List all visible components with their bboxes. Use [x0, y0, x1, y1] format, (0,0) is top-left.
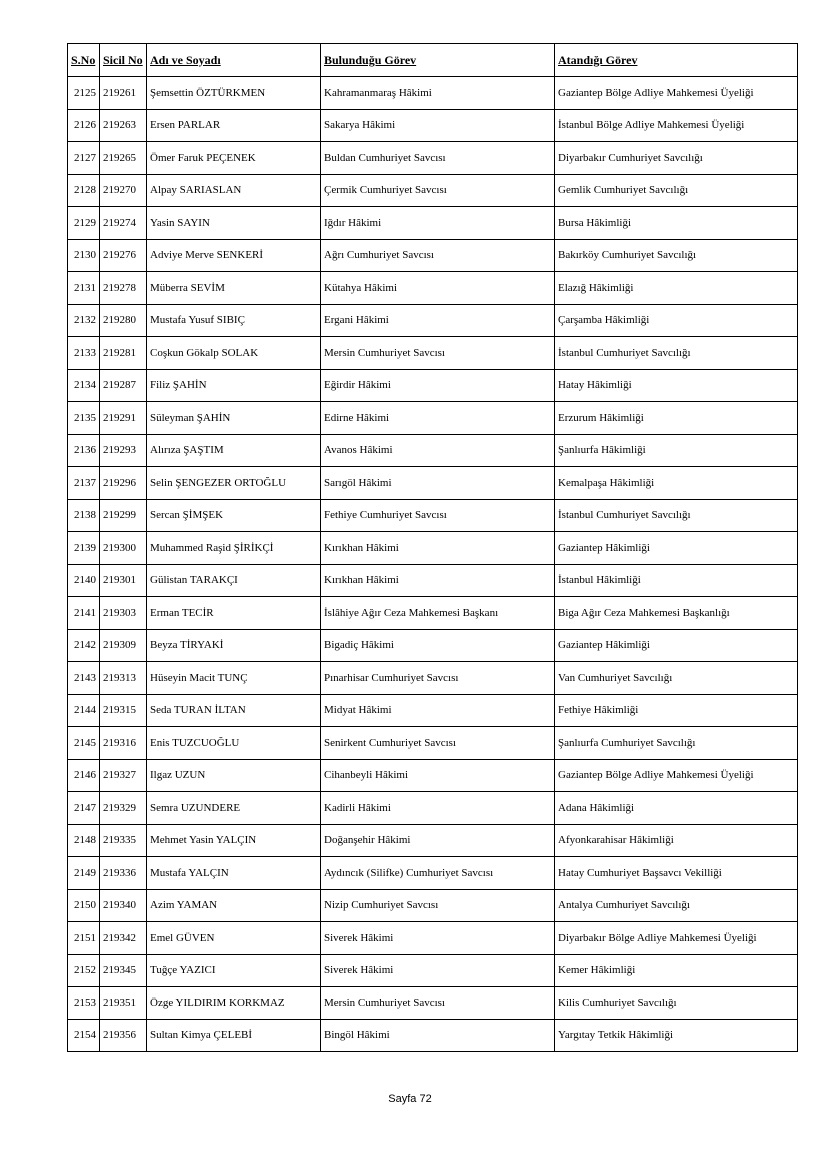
cell-sicil: 219300: [100, 532, 147, 565]
cell-assigned-position: Antalya Cumhuriyet Savcılığı: [555, 889, 798, 922]
cell-sicil: 219335: [100, 824, 147, 857]
appointments-table: [67, 43, 798, 1052]
cell-assigned-position: Adana Hâkimliği: [555, 792, 798, 825]
cell-sno: 2134: [68, 369, 100, 402]
cell-current-position: Siverek Hâkimi: [321, 954, 555, 987]
cell-name: Sercan ŞİMŞEK: [147, 499, 321, 532]
cell-sicil: 219345: [100, 954, 147, 987]
cell-current-position: Nizip Cumhuriyet Savcısı: [321, 889, 555, 922]
cell-sicil: 219293: [100, 434, 147, 467]
cell-assigned-position: Hatay Cumhuriyet Başsavcı Vekilliği: [555, 857, 798, 890]
cell-assigned-position: Gemlik Cumhuriyet Savcılığı: [555, 174, 798, 207]
cell-sicil: 219313: [100, 662, 147, 695]
cell-current-position: Senirkent Cumhuriyet Savcısı: [321, 727, 555, 760]
cell-current-position: Doğanşehir Hâkimi: [321, 824, 555, 857]
cell-name: Mehmet Yasin YALÇIN: [147, 824, 321, 857]
cell-current-position: Aydıncık (Silifke) Cumhuriyet Savcısı: [321, 857, 555, 890]
cell-current-position: İslâhiye Ağır Ceza Mahkemesi Başkanı: [321, 597, 555, 630]
cell-name: Enis TUZCUOĞLU: [147, 727, 321, 760]
cell-sicil: 219336: [100, 857, 147, 890]
cell-sicil: 219280: [100, 304, 147, 337]
cell-sno: 2146: [68, 759, 100, 792]
table-row: [68, 759, 798, 792]
cell-name: Alırıza ŞAŞTIM: [147, 434, 321, 467]
cell-sno: 2154: [68, 1019, 100, 1052]
cell-name: Muhammed Raşid ŞİRİKÇİ: [147, 532, 321, 565]
table-row: [68, 142, 798, 175]
cell-name: Sultan Kimya ÇELEBİ: [147, 1019, 321, 1052]
cell-assigned-position: Afyonkarahisar Hâkimliği: [555, 824, 798, 857]
table-row: [68, 77, 798, 110]
cell-name: Beyza TİRYAKİ: [147, 629, 321, 662]
cell-sicil: 219265: [100, 142, 147, 175]
table-body: [68, 77, 798, 1052]
cell-current-position: Buldan Cumhuriyet Savcısı: [321, 142, 555, 175]
cell-assigned-position: Fethiye Hâkimliği: [555, 694, 798, 727]
table-row: [68, 109, 798, 142]
cell-sno: 2131: [68, 272, 100, 305]
cell-assigned-position: Kemer Hâkimliği: [555, 954, 798, 987]
cell-sicil: 219351: [100, 987, 147, 1020]
table-row: [68, 629, 798, 662]
cell-sno: 2152: [68, 954, 100, 987]
cell-sicil: 219274: [100, 207, 147, 240]
cell-name: Seda TURAN İLTAN: [147, 694, 321, 727]
cell-sno: 2148: [68, 824, 100, 857]
cell-sicil: 219276: [100, 239, 147, 272]
cell-name: Gülistan TARAKÇI: [147, 564, 321, 597]
cell-current-position: Mersin Cumhuriyet Savcısı: [321, 987, 555, 1020]
cell-assigned-position: Erzurum Hâkimliği: [555, 402, 798, 435]
cell-sno: 2151: [68, 922, 100, 955]
cell-sno: 2136: [68, 434, 100, 467]
table-row: [68, 694, 798, 727]
header-sno: S.No: [68, 44, 100, 77]
cell-sicil: 219261: [100, 77, 147, 110]
cell-assigned-position: Şanlıurfa Cumhuriyet Savcılığı: [555, 727, 798, 760]
cell-assigned-position: Van Cumhuriyet Savcılığı: [555, 662, 798, 695]
cell-current-position: Cihanbeyli Hâkimi: [321, 759, 555, 792]
cell-name: Adviye Merve SENKERİ: [147, 239, 321, 272]
cell-sicil: 219296: [100, 467, 147, 500]
cell-name: Müberra SEVİM: [147, 272, 321, 305]
cell-current-position: Çermik Cumhuriyet Savcısı: [321, 174, 555, 207]
cell-assigned-position: Yargıtay Tetkik Hâkimliği: [555, 1019, 798, 1052]
cell-sno: 2127: [68, 142, 100, 175]
cell-name: Mustafa Yusuf SIBIÇ: [147, 304, 321, 337]
cell-assigned-position: Gaziantep Bölge Adliye Mahkemesi Üyeliği: [555, 759, 798, 792]
cell-assigned-position: Gaziantep Bölge Adliye Mahkemesi Üyeliği: [555, 77, 798, 110]
cell-sicil: 219309: [100, 629, 147, 662]
cell-current-position: Sakarya Hâkimi: [321, 109, 555, 142]
cell-assigned-position: Diyarbakır Cumhuriyet Savcılığı: [555, 142, 798, 175]
cell-sno: 2149: [68, 857, 100, 890]
cell-name: Ilgaz UZUN: [147, 759, 321, 792]
cell-current-position: Kırıkhan Hâkimi: [321, 564, 555, 597]
cell-assigned-position: Bursa Hâkimliği: [555, 207, 798, 240]
cell-sicil: 219342: [100, 922, 147, 955]
table-row: [68, 987, 798, 1020]
cell-sicil: 219316: [100, 727, 147, 760]
cell-name: Özge YILDIRIM KORKMAZ: [147, 987, 321, 1020]
header-assigned-position: Atandığı Görev: [555, 44, 798, 77]
cell-sicil: 219327: [100, 759, 147, 792]
cell-sicil: 219356: [100, 1019, 147, 1052]
table-row: [68, 467, 798, 500]
cell-sno: 2150: [68, 889, 100, 922]
cell-current-position: Pınarhisar Cumhuriyet Savcısı: [321, 662, 555, 695]
table-row: [68, 239, 798, 272]
cell-sicil: 219281: [100, 337, 147, 370]
cell-sicil: 219270: [100, 174, 147, 207]
cell-current-position: Kadirli Hâkimi: [321, 792, 555, 825]
cell-assigned-position: Bakırköy Cumhuriyet Savcılığı: [555, 239, 798, 272]
table-row: [68, 532, 798, 565]
cell-name: Yasin SAYIN: [147, 207, 321, 240]
cell-name: Azim YAMAN: [147, 889, 321, 922]
cell-name: Coşkun Gökalp SOLAK: [147, 337, 321, 370]
cell-sicil: 219263: [100, 109, 147, 142]
cell-sno: 2147: [68, 792, 100, 825]
cell-assigned-position: İstanbul Cumhuriyet Savcılığı: [555, 499, 798, 532]
cell-sno: 2135: [68, 402, 100, 435]
cell-assigned-position: Çarşamba Hâkimliği: [555, 304, 798, 337]
cell-current-position: Kahramanmaraş Hâkimi: [321, 77, 555, 110]
cell-assigned-position: Biga Ağır Ceza Mahkemesi Başkanlığı: [555, 597, 798, 630]
cell-sno: 2125: [68, 77, 100, 110]
cell-current-position: Eğirdir Hâkimi: [321, 369, 555, 402]
cell-sicil: 219278: [100, 272, 147, 305]
cell-assigned-position: Elazığ Hâkimliği: [555, 272, 798, 305]
cell-sno: 2144: [68, 694, 100, 727]
cell-sno: 2132: [68, 304, 100, 337]
cell-sno: 2153: [68, 987, 100, 1020]
cell-name: Tuğçe YAZICI: [147, 954, 321, 987]
cell-current-position: Bigadiç Hâkimi: [321, 629, 555, 662]
cell-name: Semra UZUNDERE: [147, 792, 321, 825]
table-row: [68, 174, 798, 207]
cell-name: Erman TECİR: [147, 597, 321, 630]
cell-name: Emel GÜVEN: [147, 922, 321, 955]
table-row: [68, 662, 798, 695]
cell-name: Hüseyin Macit TUNÇ: [147, 662, 321, 695]
cell-name: Alpay SARIASLAN: [147, 174, 321, 207]
cell-sno: 2130: [68, 239, 100, 272]
cell-assigned-position: İstanbul Hâkimliği: [555, 564, 798, 597]
cell-sicil: 219287: [100, 369, 147, 402]
cell-current-position: Avanos Hâkimi: [321, 434, 555, 467]
cell-name: Ersen PARLAR: [147, 109, 321, 142]
cell-sno: 2129: [68, 207, 100, 240]
cell-assigned-position: Kemalpaşa Hâkimliği: [555, 467, 798, 500]
header-current-position: Bulunduğu Görev: [321, 44, 555, 77]
table-row: [68, 727, 798, 760]
cell-sno: 2140: [68, 564, 100, 597]
table-row: [68, 304, 798, 337]
table-row: [68, 597, 798, 630]
cell-assigned-position: İstanbul Bölge Adliye Mahkemesi Üyeliği: [555, 109, 798, 142]
table-row: [68, 792, 798, 825]
cell-current-position: Fethiye Cumhuriyet Savcısı: [321, 499, 555, 532]
table-row: [68, 402, 798, 435]
cell-assigned-position: Gaziantep Hâkimliği: [555, 629, 798, 662]
table-row: [68, 954, 798, 987]
cell-sicil: 219291: [100, 402, 147, 435]
table-row: [68, 434, 798, 467]
cell-assigned-position: İstanbul Cumhuriyet Savcılığı: [555, 337, 798, 370]
cell-sno: 2133: [68, 337, 100, 370]
table-row: [68, 499, 798, 532]
cell-sicil: 219315: [100, 694, 147, 727]
cell-sno: 2137: [68, 467, 100, 500]
cell-sicil: 219340: [100, 889, 147, 922]
cell-current-position: Mersin Cumhuriyet Savcısı: [321, 337, 555, 370]
cell-sno: 2143: [68, 662, 100, 695]
cell-current-position: Kütahya Hâkimi: [321, 272, 555, 305]
table-row: [68, 857, 798, 890]
cell-name: Süleyman ŞAHİN: [147, 402, 321, 435]
table-row: [68, 922, 798, 955]
table-row: [68, 824, 798, 857]
cell-sno: 2145: [68, 727, 100, 760]
cell-assigned-position: Kilis Cumhuriyet Savcılığı: [555, 987, 798, 1020]
cell-assigned-position: Şanlıurfa Hâkimliği: [555, 434, 798, 467]
cell-current-position: Ergani Hâkimi: [321, 304, 555, 337]
cell-current-position: Sarıgöl Hâkimi: [321, 467, 555, 500]
cell-sno: 2141: [68, 597, 100, 630]
table-row: [68, 564, 798, 597]
cell-sicil: 219299: [100, 499, 147, 532]
cell-name: Mustafa YALÇIN: [147, 857, 321, 890]
page-number: Sayfa 72: [388, 1093, 432, 1105]
table-row: [68, 207, 798, 240]
cell-sno: 2139: [68, 532, 100, 565]
cell-name: Selin ŞENGEZER ORTOĞLU: [147, 467, 321, 500]
header-sicil: Sicil No: [100, 44, 147, 77]
table-row: [68, 272, 798, 305]
table-row: [68, 1019, 798, 1052]
cell-sno: 2128: [68, 174, 100, 207]
cell-sicil: 219303: [100, 597, 147, 630]
table-row: [68, 889, 798, 922]
table-header-row: [68, 44, 798, 77]
header-name: Adı ve Soyadı: [147, 44, 321, 77]
cell-current-position: Midyat Hâkimi: [321, 694, 555, 727]
cell-current-position: Bingöl Hâkimi: [321, 1019, 555, 1052]
cell-sicil: 219301: [100, 564, 147, 597]
cell-current-position: Ağrı Cumhuriyet Savcısı: [321, 239, 555, 272]
cell-sicil: 219329: [100, 792, 147, 825]
cell-assigned-position: Gaziantep Hâkimliği: [555, 532, 798, 565]
cell-current-position: Siverek Hâkimi: [321, 922, 555, 955]
cell-name: Filiz ŞAHİN: [147, 369, 321, 402]
cell-current-position: Iğdır Hâkimi: [321, 207, 555, 240]
cell-current-position: Kırıkhan Hâkimi: [321, 532, 555, 565]
cell-sno: 2138: [68, 499, 100, 532]
cell-sno: 2142: [68, 629, 100, 662]
cell-assigned-position: Hatay Hâkimliği: [555, 369, 798, 402]
cell-assigned-position: Diyarbakır Bölge Adliye Mahkemesi Üyeliği: [555, 922, 798, 955]
cell-name: Ömer Faruk PEÇENEK: [147, 142, 321, 175]
cell-current-position: Edirne Hâkimi: [321, 402, 555, 435]
table-row: [68, 337, 798, 370]
cell-name: Şemsettin ÖZTÜRKMEN: [147, 77, 321, 110]
table-row: [68, 369, 798, 402]
cell-sno: 2126: [68, 109, 100, 142]
